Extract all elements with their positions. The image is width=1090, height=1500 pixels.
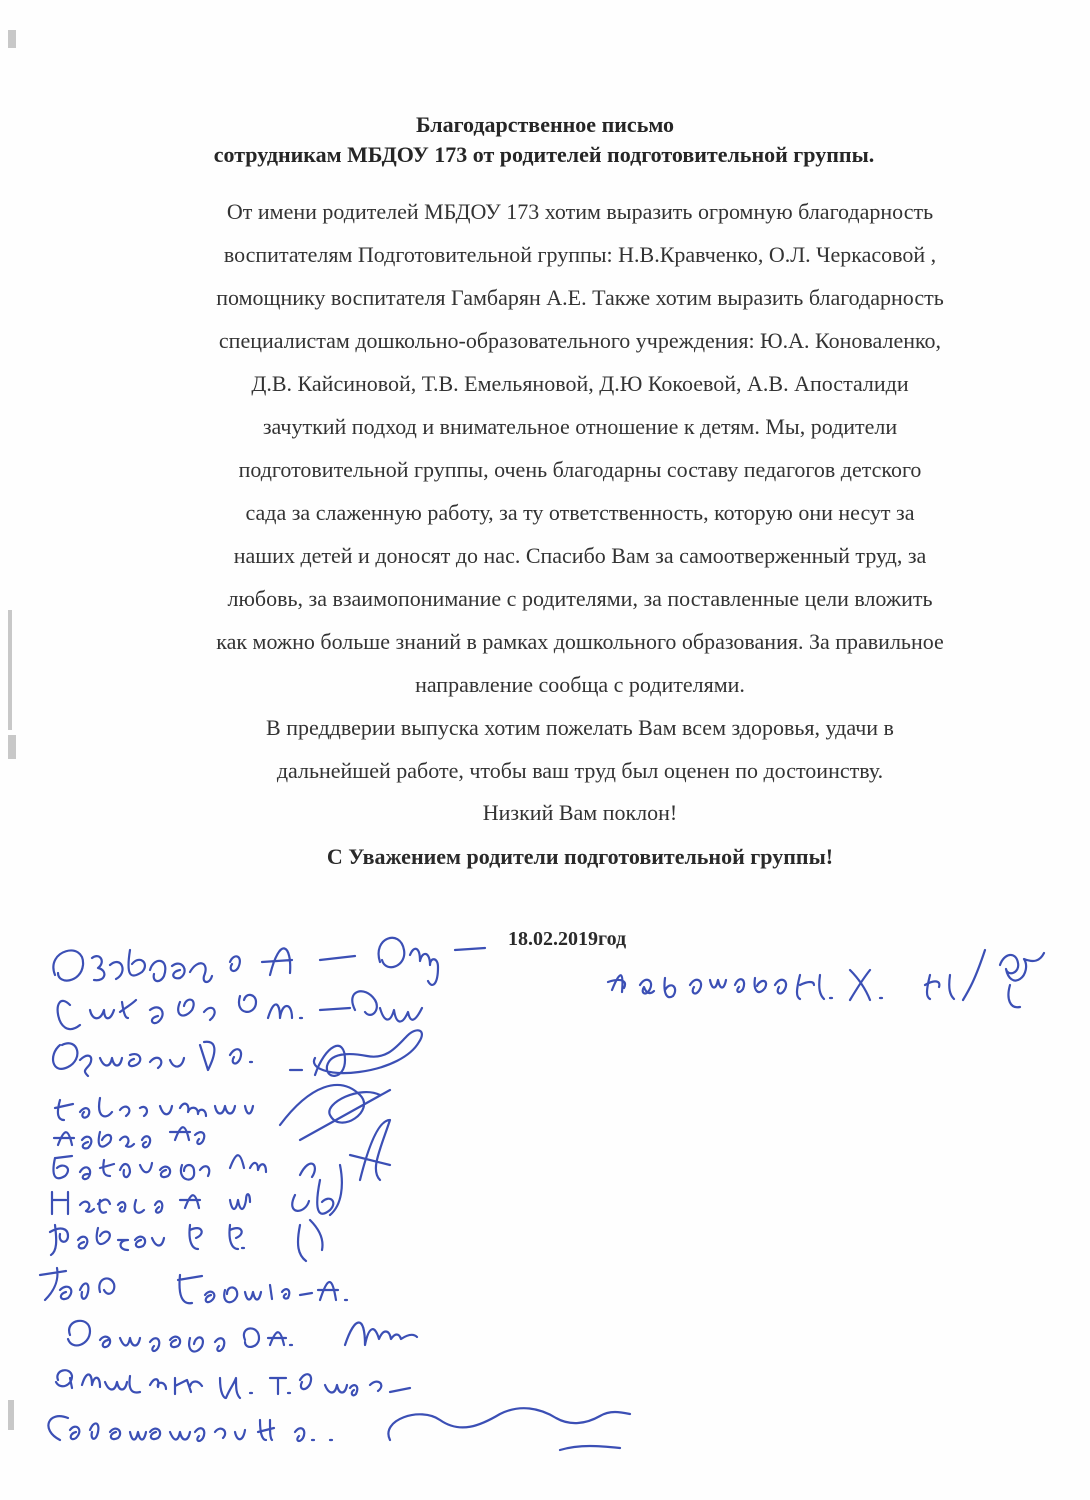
signature bbox=[55, 1085, 390, 1140]
signature bbox=[608, 950, 1044, 1007]
body-line: воспитателям Подготовительной группы: Н.В.Кравченко, О.Л. Черкасовой , bbox=[223, 242, 937, 267]
letter-date: 18.02.2019год bbox=[508, 928, 627, 950]
closing-line: С Уважением родители подготовительной группы! bbox=[326, 844, 834, 869]
signature bbox=[54, 1120, 390, 1180]
signature bbox=[56, 1370, 410, 1398]
body-line: Д.В. Кайсиновой, Т.В. Емельяновой, Д.Ю Кокоевой, А.В. Апосталиди bbox=[251, 371, 909, 396]
signature bbox=[52, 1180, 333, 1214]
body-line: От имени родителей МБДОУ 173 хотим выразить огромную благодарность bbox=[226, 199, 934, 224]
body-line: сада за слаженную работу, за ту ответственность, которую они несут за bbox=[245, 500, 915, 525]
body-line: Низкий Вам поклон! bbox=[482, 800, 678, 825]
signature bbox=[68, 1321, 417, 1352]
body-line: зачуткий подход и внимательное отношение к детям. Мы, родители bbox=[262, 414, 898, 439]
signature bbox=[58, 991, 422, 1029]
scan-edge-mark bbox=[8, 30, 16, 48]
letter-subtitle: сотрудникам МБДОУ 173 от родителей подготовительной группы. bbox=[213, 142, 875, 167]
signature bbox=[53, 1155, 390, 1215]
scan-edge-mark bbox=[8, 1400, 14, 1430]
signature bbox=[53, 938, 485, 985]
body-line: направление сообща с родителями. bbox=[415, 672, 745, 697]
scan-edge-mark bbox=[8, 610, 12, 730]
body-line: дальнейшей работе, чтобы ваш труд был оценен по достоинству. bbox=[276, 758, 884, 783]
signature bbox=[53, 1030, 422, 1076]
body-line: любовь, за взаимопонимание с родителями, за поставленные цели вложить bbox=[227, 586, 933, 611]
signature bbox=[50, 1220, 323, 1261]
body-line: помощнику воспитателя Гамбарян А.Е. Также хотим выразить благодарность bbox=[216, 285, 944, 310]
signature bbox=[40, 1268, 347, 1303]
body-line: как можно больше знаний в рамках дошкольного образования. За правильное bbox=[216, 629, 944, 654]
letter-title: Благодарственное письмо bbox=[415, 112, 675, 137]
body-line: В преддверии выпуска хотим пожелать Вам всем здоровья, удачи в bbox=[266, 715, 894, 740]
body-line: специалистам дошкольно-образовательного учреждения: Ю.А. Коноваленко, bbox=[218, 328, 942, 353]
signature bbox=[48, 1408, 630, 1450]
body-line: наших детей и доносят до нас. Спасибо Вам за самоотверженный труд, за bbox=[233, 543, 927, 568]
body-line: подготовительной группы, очень благодарны составу педагогов детского bbox=[238, 457, 922, 482]
